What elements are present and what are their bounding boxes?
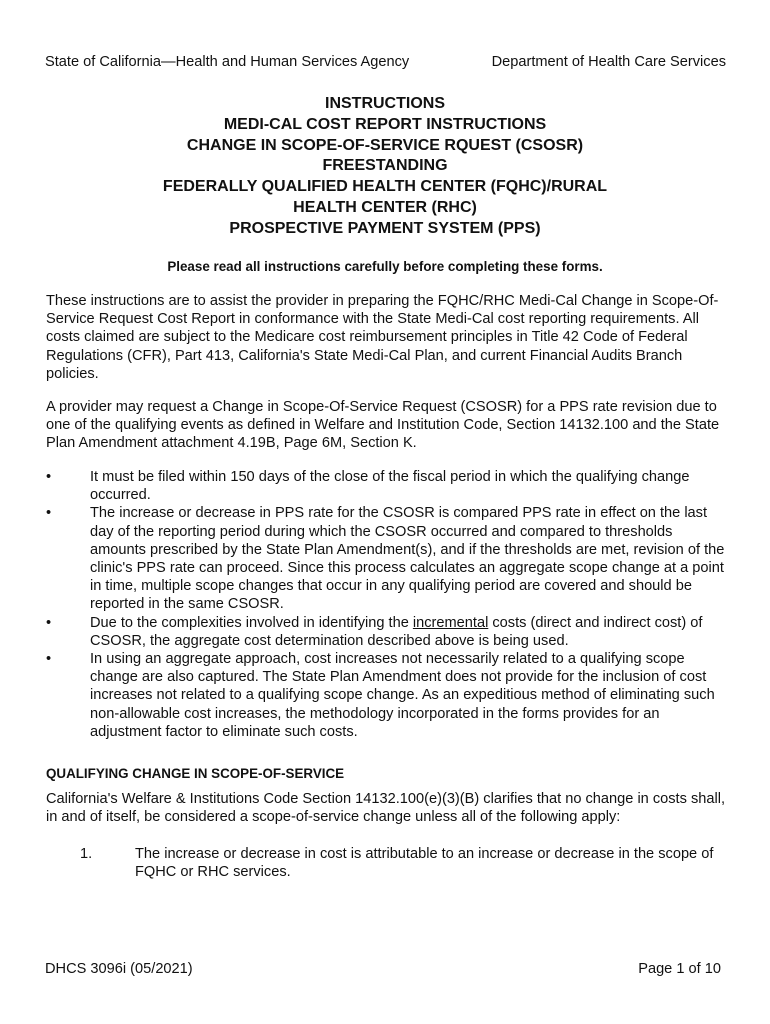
title-line: CHANGE IN SCOPE-OF-SERVICE RQUEST (CSOSR) xyxy=(186,136,584,154)
list-item xyxy=(46,650,730,741)
header-department: Department of Health Care Services xyxy=(491,54,726,70)
footer-form-id: DHCS 3096i (05/2021) xyxy=(45,961,193,977)
numbered-item xyxy=(46,845,730,881)
item-number: 1. xyxy=(80,846,93,862)
list-item xyxy=(46,614,730,650)
request-paragraph: A provider may request a Change in Scope-Of-Service Request (CSOSR) for a PPS rate revision due to one of the qualifying events as defined in Welfare and Institution Code, Section 14132.100 and the State Plan Amendment attachment 4.19B, Page 6M, Section K. xyxy=(46,399,720,452)
bullet-icon: • xyxy=(46,651,52,668)
item-text: The increase or decrease in cost is attributable to an increase or decrease in the scope of FQHC or RHC services. xyxy=(135,846,714,881)
list-item xyxy=(46,468,730,504)
header-agency: State of California—Health and Human Services Agency xyxy=(45,54,410,70)
bullet-icon: • xyxy=(46,505,52,522)
list-item-text: It must be filed within 150 days of the close of the fiscal period in which the qualifying change occurred. xyxy=(90,469,690,504)
title-line: FEDERALLY QUALIFIED HEALTH CENTER (FQHC)/RURAL xyxy=(162,178,608,196)
underlined-term: incremental xyxy=(412,614,489,631)
title-line: HEALTH CENTER (RHC) xyxy=(293,198,477,216)
title-line: PROSPECTIVE PAYMENT SYSTEM (PPS) xyxy=(229,219,541,237)
document-title xyxy=(0,94,770,240)
requirements-list xyxy=(46,468,730,741)
title-line: MEDI-CAL COST REPORT INSTRUCTIONS xyxy=(223,115,547,133)
intro-paragraph: These instructions are to assist the provider in preparing the FQHC/RHC Medi-Cal Change in Scope-Of-Service Request Cost Report in conformance with the State Medi-Cal cost reporting requirements. All costs claimed are subject to the Medicare cost reimbursement principles in Title 42 Code of Federal Regulations (CFR), Part 413, California's State Medi-Cal Plan, and current Financial Audits Branch policies. xyxy=(46,293,719,382)
footer-page-number: Page 1 of 10 xyxy=(638,961,721,977)
section-paragraph: California's Welfare & Institutions Code Section 14132.100(e)(3)(B) clarifies that no change in costs shall, in and of itself, be considered a scope-of-service change unless all of the following apply: xyxy=(46,791,726,826)
list-item-text: The increase or decrease in PPS rate for the CSOSR is compared PPS rate in effect on the last day of the reporting period during which the CSOSR occurred and compared to thresholds amounts prescribed by the State Plan Amendment(s), and if the thresholds are met, revision of the clinic's PPS rate can proceed. Since this process calculates an aggregate scope change at a point in time, multiple scope changes that occur in any qualifying period are covered and should be reported in the same CSOSR. xyxy=(90,505,725,613)
section-heading: QUALIFYING CHANGE IN SCOPE-OF-SERVICE xyxy=(46,766,345,781)
title-line: INSTRUCTIONS xyxy=(325,95,445,112)
list-item-text-end: costs (direct and indirect cost) of CSOSR, the aggregate cost determination described above is being used. xyxy=(90,614,703,649)
list-item xyxy=(46,504,730,613)
list-item-text-start: Due to the complexities involved in identifying the xyxy=(90,614,413,631)
list-item-text: In using an aggregate approach, cost increases not necessarily related to a qualifying scope change are also captured. The State Plan Amendment does not provide for the inclusion of cost increases not related to a qualifying scope change. As an expeditious method of eliminating such non-allowable cost increases, the methodology incorporated in the forms provides for an adjustment factor to eliminate such costs. xyxy=(90,651,715,740)
bullet-icon: • xyxy=(46,614,52,631)
bullet-icon: • xyxy=(46,469,52,485)
read-instructions-notice: Please read all instructions carefully before completing these forms. xyxy=(167,259,603,274)
title-line: FREESTANDING xyxy=(322,157,448,175)
